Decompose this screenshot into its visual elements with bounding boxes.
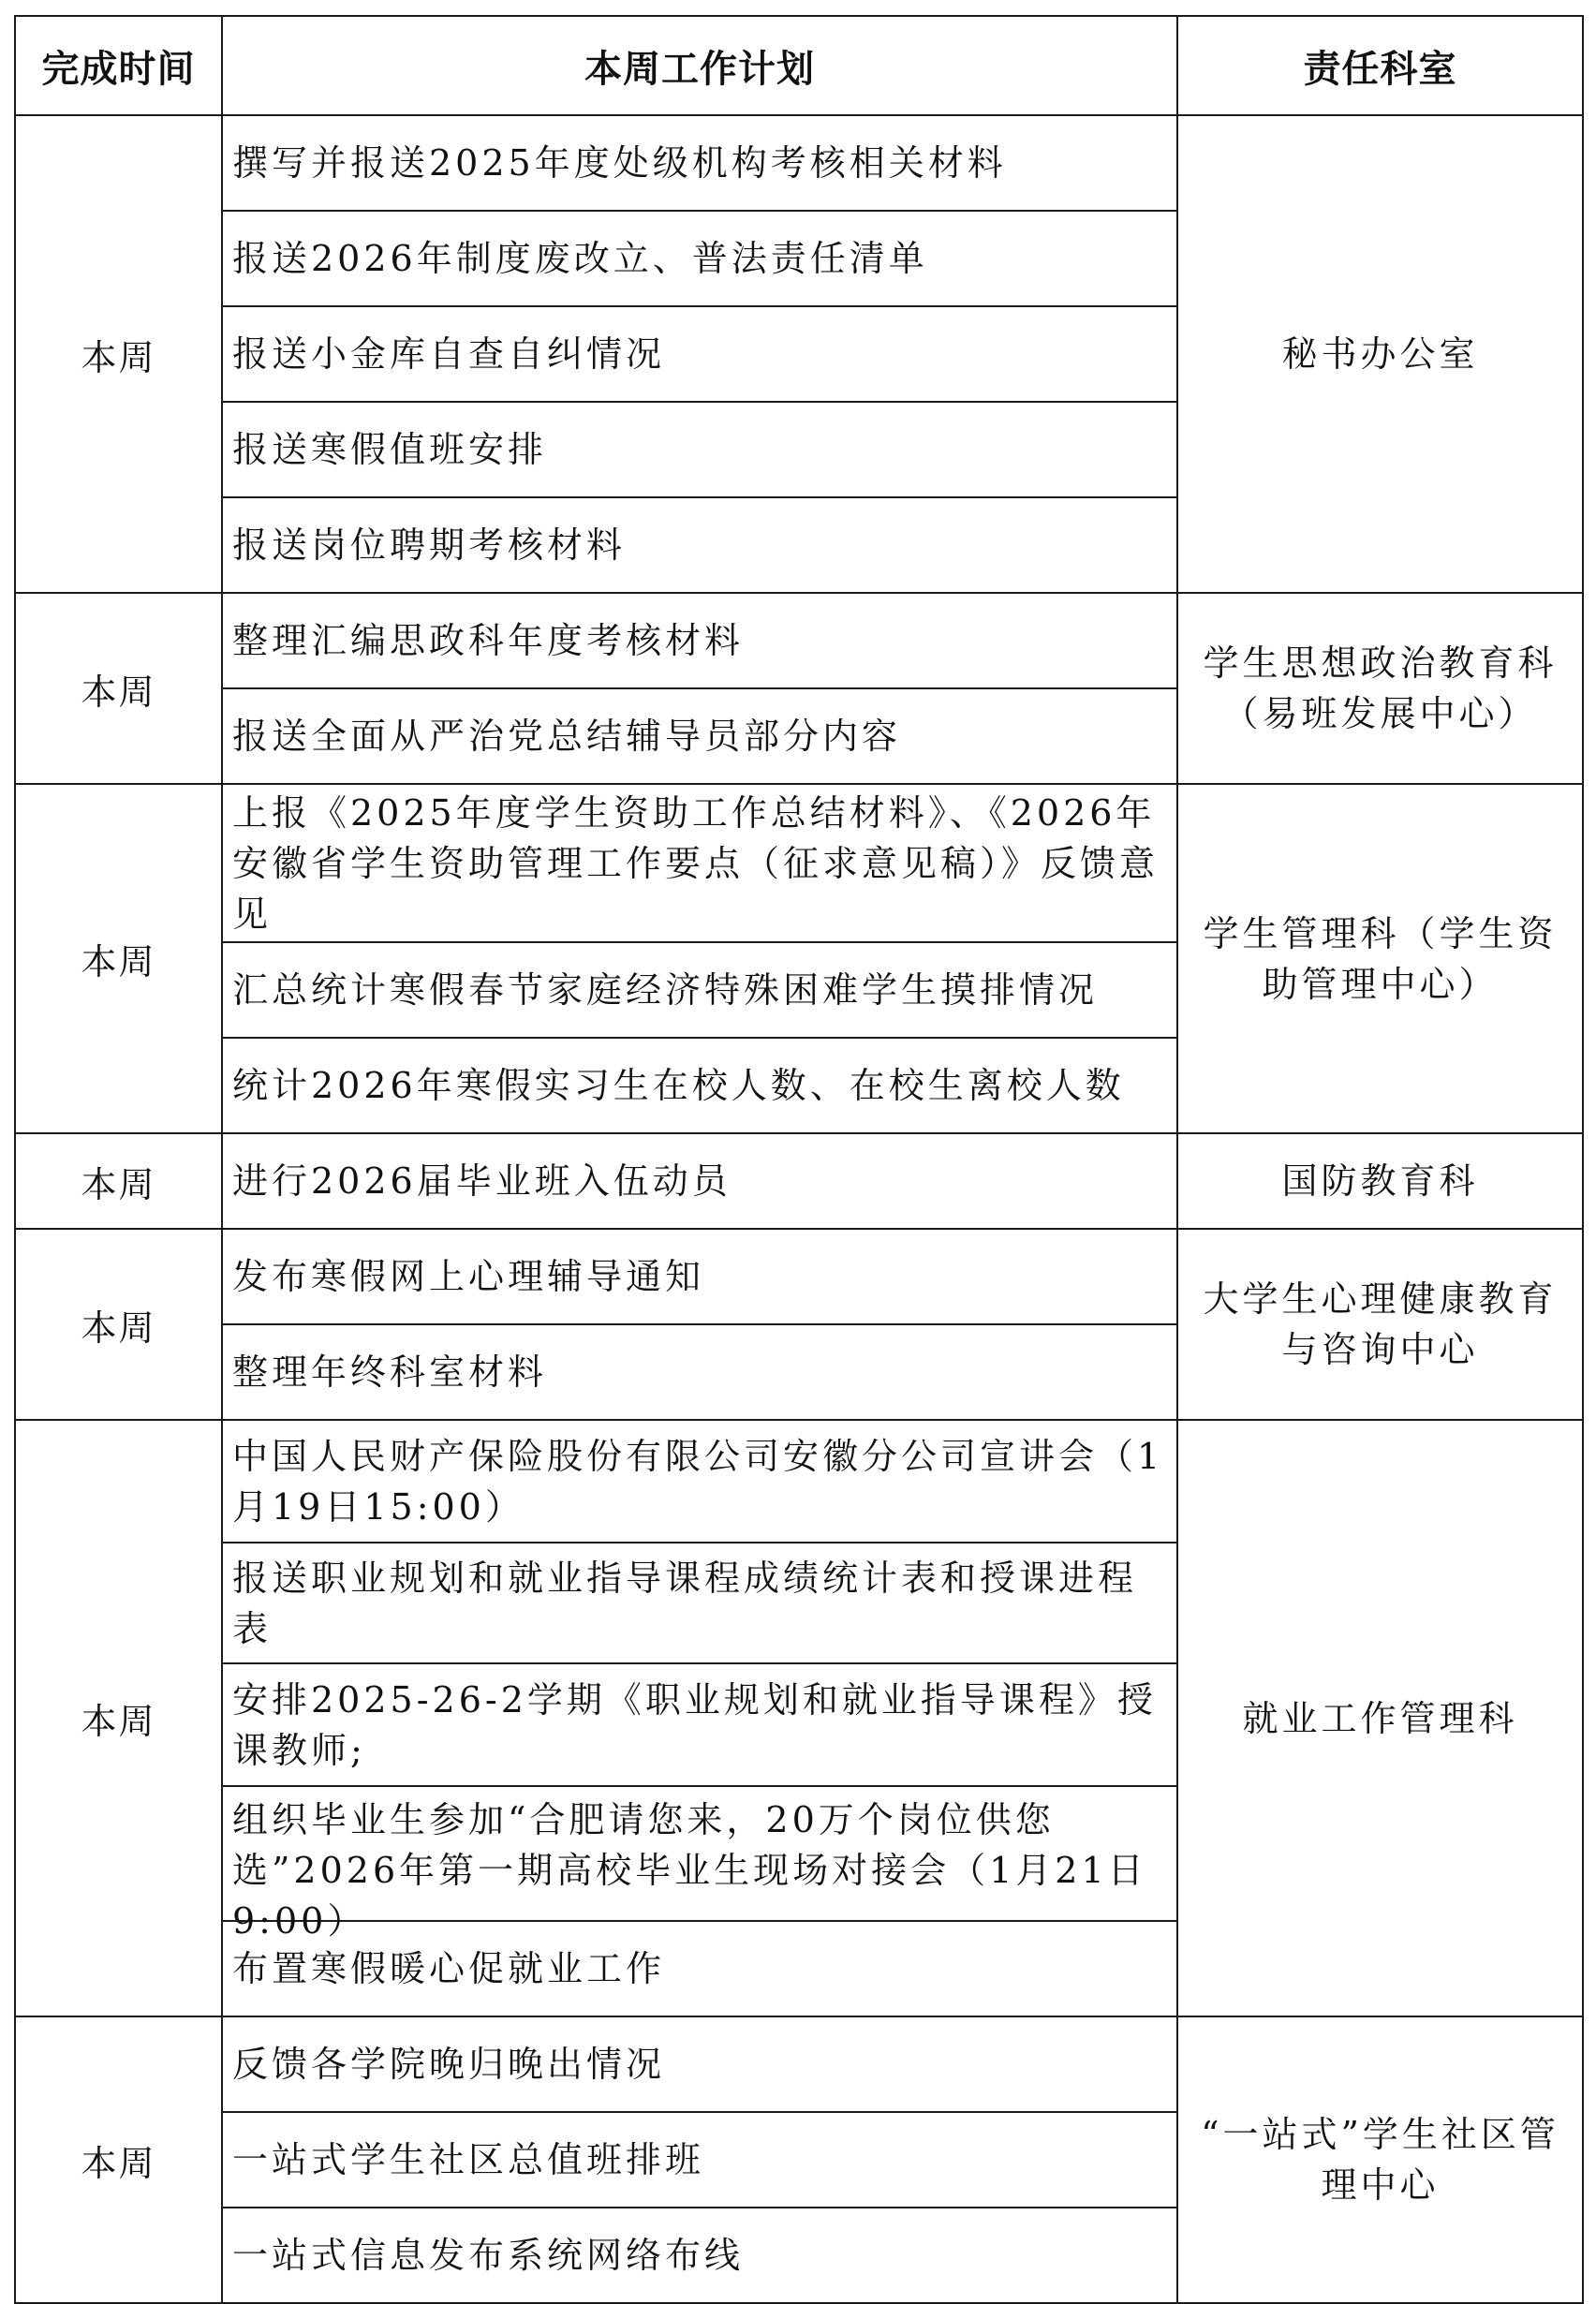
table-row [15, 784, 1583, 942]
plan-item: 一站式信息发布系统网络布线 [222, 2208, 1177, 2303]
completion-time-cell: 本周 [15, 2016, 222, 2303]
table-row [15, 2016, 1583, 2112]
completion-time-cell: 本周 [15, 1133, 222, 1229]
plan-item: 报送2026年制度废改立、普法责任清单 [222, 211, 1177, 306]
plan-item: 统计2026年寒假实习生在校人数、在校生离校人数 [222, 1038, 1177, 1133]
table-header-row [15, 16, 1583, 115]
plan-item: 发布寒假网上心理辅导通知 [222, 1229, 1177, 1324]
plan-item: 汇总统计寒假春节家庭经济特殊困难学生摸排情况 [222, 942, 1177, 1038]
table-row [15, 1420, 1583, 1543]
completion-time-cell: 本周 [15, 1420, 222, 2016]
plan-item [222, 1786, 1177, 1942]
table-row [15, 593, 1583, 688]
plan-item: 报送全面从严治党总结辅导员部分内容 [222, 688, 1177, 784]
responsible-dept-cell: 国防教育科 [1177, 1133, 1583, 1229]
plan-item: 中国人民财产保险股份有限公司安徽分公司宣讲会（1月19日15:00） [222, 1420, 1177, 1543]
table-row [15, 1133, 1583, 1229]
plan-item: 报送岗位聘期考核材料 [222, 497, 1177, 593]
plan-item-text: 组织毕业生参加“合肥请您来，20万个岗位供您选”2026年第一期高校毕业生现场对接会（1月21日9:00） [232, 1799, 1147, 1942]
table-row [15, 115, 1583, 211]
responsible-dept-cell: 学生管理科（学生资助管理中心） [1177, 784, 1583, 1133]
responsible-dept-cell: 学生思想政治教育科（易班发展中心） [1177, 593, 1583, 784]
plan-item: 报送职业规划和就业指导课程成绩统计表和授课进程表 [222, 1543, 1177, 1663]
responsible-dept-cell: “一站式”学生社区管理中心 [1177, 2016, 1583, 2303]
completion-time-cell: 本周 [15, 593, 222, 784]
plan-item: 报送小金库自查自纠情况 [222, 306, 1177, 402]
plan-item: 整理汇编思政科年度考核材料 [222, 593, 1177, 688]
plan-item: 进行2026届毕业班入伍动员 [222, 1133, 1177, 1229]
responsible-dept-cell: 秘书办公室 [1177, 115, 1583, 593]
work-plan-sheet [14, 15, 1582, 2304]
responsible-dept-cell: 大学生心理健康教育与咨询中心 [1177, 1229, 1583, 1420]
plan-item: 撰写并报送2025年度处级机构考核相关材料 [222, 115, 1177, 211]
completion-time-cell: 本周 [15, 115, 222, 593]
plan-item: 报送寒假值班安排 [222, 402, 1177, 497]
plan-item: 整理年终科室材料 [222, 1324, 1177, 1420]
header-responsible-dept: 责任科室 [1177, 16, 1583, 115]
responsible-dept-cell: 就业工作管理科 [1177, 1420, 1583, 2016]
plan-item: 布置寒假暖心促就业工作 [222, 1921, 1177, 2016]
plan-item: 安排2025-26-2学期《职业规划和就业指导课程》授课教师; [222, 1663, 1177, 1786]
completion-time-cell: 本周 [15, 1229, 222, 1420]
weekly-work-plan-table [14, 15, 1584, 2304]
plan-item: 上报《2025年度学生资助工作总结材料》、《2026年安徽省学生资助管理工作要点（征求意见稿）》反馈意见 [222, 784, 1177, 942]
completion-time-cell: 本周 [15, 784, 222, 1133]
plan-item: 反馈各学院晚归晚出情况 [222, 2016, 1177, 2112]
header-completion-time: 完成时间 [15, 16, 222, 115]
header-weekly-plan: 本周工作计划 [222, 16, 1177, 115]
plan-item: 一站式学生社区总值班排班 [222, 2112, 1177, 2208]
table-row [15, 1229, 1583, 1324]
